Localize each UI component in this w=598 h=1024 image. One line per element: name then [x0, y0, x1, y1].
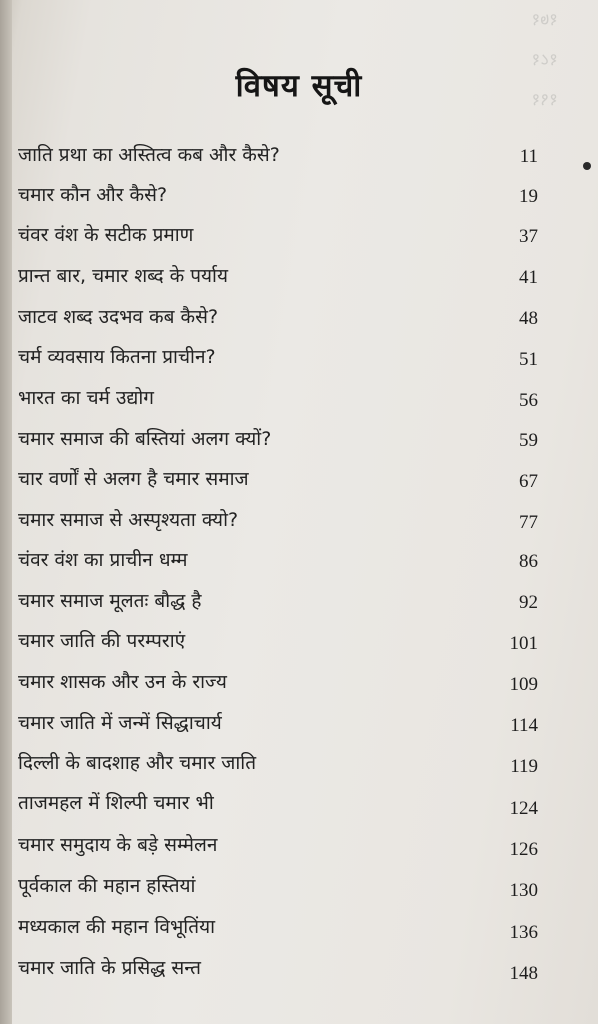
- toc-entry-page: 56: [519, 390, 538, 411]
- toc-entry-title: चमार शासक और उन के राज्य: [18, 671, 227, 693]
- toc-entry: [18, 745, 538, 785]
- toc-entry-page: 126: [509, 839, 538, 860]
- toc-entry-title: चंवर वंश के सटीक प्रमाण: [18, 224, 194, 246]
- book-spine-shadow: [0, 0, 12, 1024]
- toc-entry-page: 67: [519, 471, 538, 492]
- toc-entry: [18, 502, 538, 542]
- toc-entry: [18, 177, 538, 217]
- toc-entry-title: चमार जाति में जन्में सिद्धाचार्य: [18, 712, 222, 734]
- toc-entry-page: 11: [519, 146, 538, 167]
- toc-entry: [18, 623, 538, 663]
- toc-entry-title: दिल्ली के बादशाह और चमार जाति: [18, 752, 257, 774]
- ink-dot-mark: [583, 162, 591, 170]
- toc-entry-title: चमार समाज मूलतः बौद्ध है: [18, 590, 202, 612]
- toc-entry-title: चमार समाज की बस्तियां अलग क्यों?: [18, 428, 272, 450]
- toc-entry-page: 101: [509, 633, 538, 654]
- toc-entry-page: 130: [509, 880, 538, 901]
- toc-entry: [18, 217, 538, 257]
- toc-entry-title: चमार समुदाय के बड़े सम्मेलन: [18, 834, 218, 856]
- toc-entry-title: चमार कौन और कैसे?: [18, 184, 168, 206]
- bleed-through-line: १७१: [531, 10, 558, 30]
- toc-entry: [18, 461, 538, 501]
- toc-entry: [18, 827, 538, 867]
- page-title: विषय सूची: [235, 68, 363, 104]
- toc-entry: [18, 421, 538, 461]
- toc-entry-title: चमार जाति की परम्पराएं: [18, 630, 186, 652]
- toc-entry: [18, 137, 538, 177]
- toc-entry-title: जाति प्रथा का अस्तित्व कब और कैसे?: [18, 144, 280, 166]
- toc-entry-page: 59: [519, 430, 538, 451]
- toc-entry-page: 77: [519, 512, 538, 533]
- toc-entry-title: पूर्वकाल की महान हस्तियां: [18, 875, 196, 897]
- toc-entry-title: भारत का चर्म उद्योग: [18, 387, 154, 409]
- bleed-through-line: १९१: [531, 90, 558, 110]
- table-of-contents: [18, 137, 538, 997]
- toc-entry: [18, 705, 538, 745]
- toc-entry-title: प्रान्त बार, चमार शब्द के पर्याय: [18, 265, 228, 287]
- toc-entry: [18, 583, 538, 623]
- toc-entry-page: 37: [519, 226, 538, 247]
- toc-entry-page: 124: [509, 798, 538, 819]
- toc-entry-page: 114: [510, 715, 538, 736]
- toc-entry-title: चर्म व्यवसाय कितना प्राचीन?: [18, 346, 216, 368]
- toc-entry-title: मध्यकाल की महान विभूतिंया: [18, 916, 216, 938]
- toc-entry-page: 148: [509, 963, 538, 984]
- toc-entry-page: 86: [519, 551, 538, 572]
- toc-entry-page: 136: [509, 922, 538, 943]
- toc-entry-page: 92: [519, 592, 538, 613]
- toc-entry-title: चमार समाज से अस्पृश्यता क्यो?: [18, 509, 239, 531]
- toc-entry-title: जाटव शब्द उदभव कब कैसे?: [18, 306, 219, 328]
- toc-entry: [18, 868, 538, 908]
- toc-entry-title: चार वर्णों से अलग है चमार समाज: [18, 468, 249, 490]
- toc-entry-page: 51: [519, 349, 538, 370]
- toc-entry-page: 19: [519, 186, 538, 207]
- toc-entry: [18, 542, 538, 582]
- toc-entry: [18, 339, 538, 379]
- toc-entry: [18, 258, 538, 298]
- bleed-through-line: १८१: [531, 50, 558, 70]
- toc-entry-page: 119: [510, 756, 538, 777]
- toc-entry: [18, 664, 538, 704]
- toc-entry: [18, 299, 538, 339]
- toc-entry: [18, 785, 538, 825]
- toc-entry-page: 41: [519, 267, 538, 288]
- toc-entry-title: ताजमहल में शिल्पी चमार भी: [18, 792, 214, 814]
- toc-entry-title: चमार जाति के प्रसिद्ध सन्त: [18, 957, 201, 979]
- toc-entry: [18, 950, 538, 990]
- toc-entry: [18, 909, 538, 949]
- toc-entry: [18, 380, 538, 420]
- toc-entry-title: चंवर वंश का प्राचीन धम्म: [18, 549, 188, 571]
- toc-entry-page: 48: [519, 308, 538, 329]
- toc-entry-page: 109: [509, 674, 538, 695]
